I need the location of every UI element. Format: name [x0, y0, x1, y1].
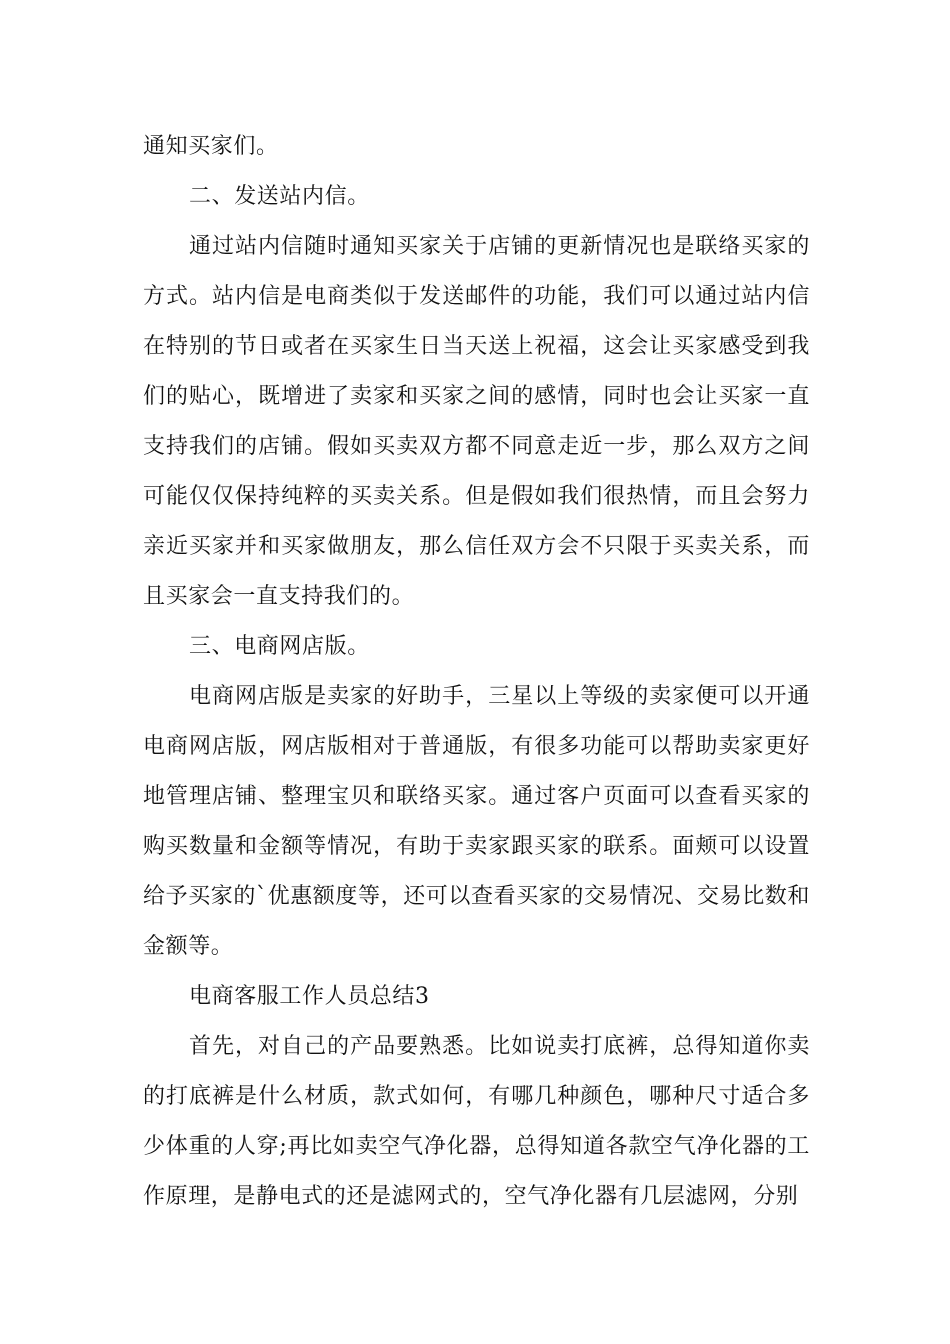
section-heading-2: 二、发送站内信。 [189, 184, 370, 209]
paragraph-product-knowledge: 首先，对自己的产品要熟悉。比如说卖打底裤，总得知道你卖的打底裤是什么材质，款式如何，有哪几种颜色，哪种尺寸适合多少体重的人穿;再比如卖空气净化器，总得知道各款空气净化器的工作原理，是静电式的还是滤网式的，空气净化器有几层滤网，分别 [143, 1034, 810, 1209]
paragraph-site-message: 通过站内信随时通知买家关于店铺的更新情况也是联络买家的方式。站内信是电商类似于发送邮件的功能，我们可以通过站内信在特别的节日或者在买家生日当天送上祝福，这会让买家感受到我们的贴心，既增进了卖家和买家之间的感情，同时也会让买家一直支持我们的店铺。假如买卖双方都不同意走近一步，那么双方之间可能仅仅保持纯粹的买卖关系。但是假如我们很热情，而且会努力亲近买家并和买家做朋友，那么信任双方会不只限于买卖关系，而且买家会一直支持我们的。 [143, 234, 810, 609]
document-body [143, 122, 810, 1222]
summary-heading: 电商客服工作人员总结3 [189, 984, 430, 1009]
section-heading-3: 三、电商网店版。 [189, 634, 370, 659]
paragraph-online-store: 电商网店版是卖家的好助手，三星以上等级的卖家便可以开通电商网店版，网店版相对于普通版，有很多功能可以帮助卖家更好地管理店铺、整理宝贝和联络买家。通过客户页面可以查看买家的购买数量和金额等情况，有助于卖家跟买家的联系。面颊可以设置给予买家的`优惠额度等，还可以查看买家的交易情况、交易比数和金额等。 [143, 684, 811, 959]
paragraph-continuation: 通知买家们。 [143, 134, 279, 159]
